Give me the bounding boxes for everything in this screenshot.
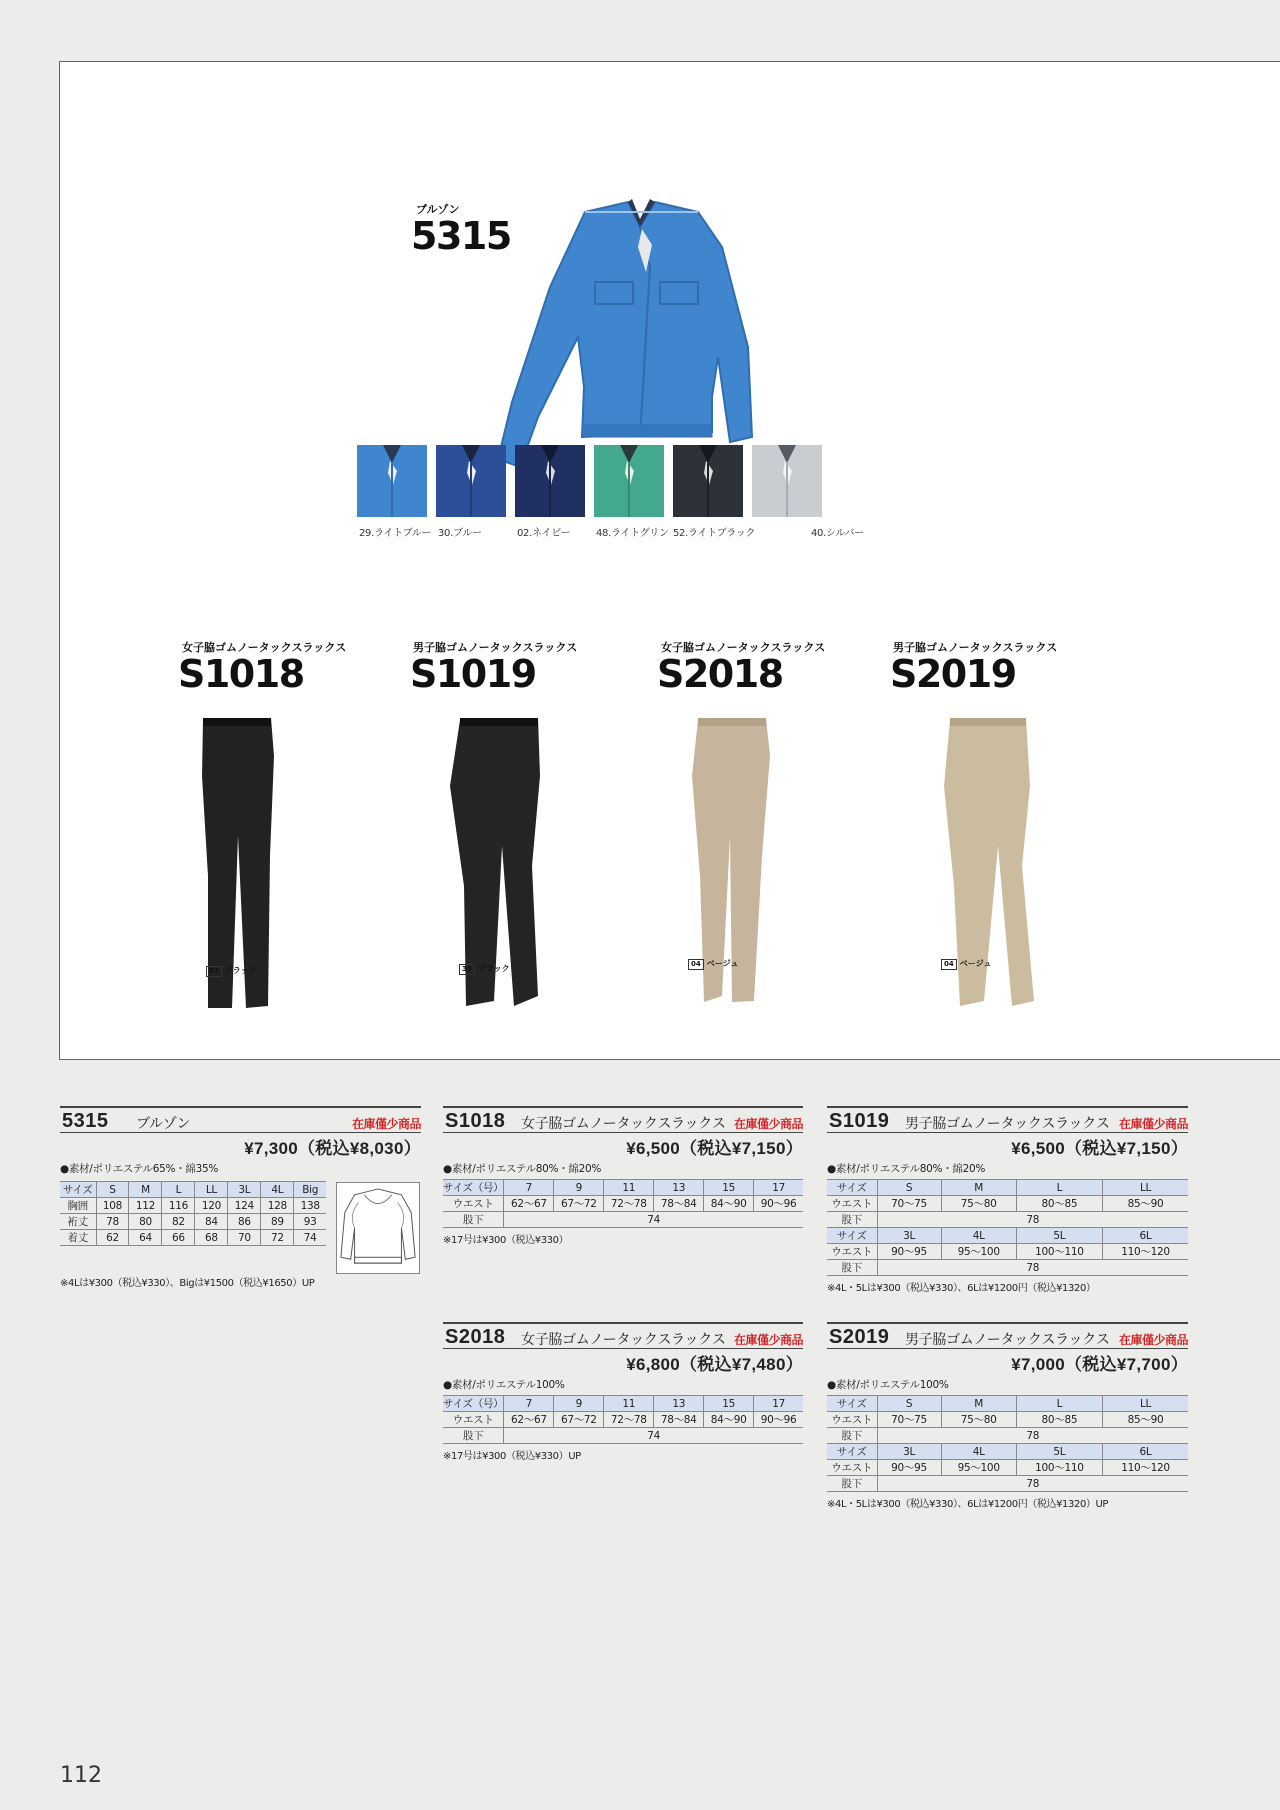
table-cell: 15 — [704, 1180, 754, 1196]
size-table — [443, 1179, 803, 1228]
table-cell: L — [162, 1182, 195, 1198]
table-cell: 股下 — [443, 1212, 504, 1228]
table-row — [827, 1180, 1188, 1196]
table-cell: 62〜67 — [504, 1196, 554, 1212]
pants-color-tag — [206, 965, 257, 977]
spec-note: ※17号は¥300（税込¥330） — [443, 1235, 569, 1246]
spec-header — [443, 1322, 803, 1349]
pants-code: S2018 — [657, 652, 783, 696]
spec-name: 男子脇ゴムノータックスラックス — [905, 1332, 1110, 1348]
table-cell: M — [941, 1396, 1016, 1412]
swatch-light-black-image — [673, 445, 743, 517]
spec-material: ●素材/ポリエステル100% — [443, 1379, 565, 1391]
table-cell: 15 — [704, 1396, 754, 1412]
table-cell: 70 — [228, 1230, 261, 1246]
table-cell: 股下 — [443, 1428, 504, 1444]
spec-header — [443, 1106, 803, 1133]
table-cell: 80〜85 — [1016, 1196, 1102, 1212]
swatch-navy-image — [515, 445, 585, 517]
table-cell: 100〜110 — [1016, 1244, 1102, 1260]
table-cell: 着丈 — [60, 1230, 96, 1246]
table-cell: 112 — [129, 1198, 162, 1214]
table-cell: 89 — [261, 1214, 294, 1230]
table-row — [443, 1428, 803, 1444]
spec-note: ※4Lは¥300（税込¥330）、Bigは¥1500（税込¥1650）UP — [60, 1278, 315, 1289]
table-cell: M — [941, 1180, 1016, 1196]
spec-price: ¥6,500（税込¥7,150） — [1011, 1139, 1188, 1158]
size-table — [827, 1179, 1188, 1276]
page-number: 112 — [60, 1763, 102, 1788]
spec-material: ●素材/ポリエステル80%・綿20% — [443, 1163, 602, 1175]
spec-s2018 — [443, 1322, 803, 1462]
table-row — [827, 1212, 1188, 1228]
table-cell: 78 — [877, 1428, 1188, 1444]
jacket-code: 5315 — [411, 214, 511, 258]
pants-color-tag — [688, 958, 738, 970]
stock-badge: 在庫僅少商品 — [733, 1117, 803, 1131]
table-cell: 93 — [294, 1214, 326, 1230]
color-code: 04 — [688, 959, 704, 970]
spec-note: ※4L・5Lは¥300（税込¥330）、6Lは¥1200円（税込¥1320） — [827, 1283, 1096, 1294]
table-cell: サイズ — [827, 1444, 877, 1460]
table-cell: 13 — [654, 1180, 704, 1196]
table-cell: 84〜90 — [704, 1196, 754, 1212]
table-cell: 95〜100 — [941, 1460, 1016, 1476]
table-cell: 72〜78 — [604, 1196, 654, 1212]
spec-price: ¥7,000（税込¥7,700） — [1011, 1355, 1188, 1374]
stock-badge: 在庫僅少商品 — [351, 1117, 421, 1131]
table-cell: 13 — [654, 1396, 704, 1412]
table-cell: 110〜120 — [1103, 1460, 1188, 1476]
table-cell: 3L — [877, 1444, 941, 1460]
table-cell: 裄丈 — [60, 1214, 96, 1230]
color-name: ブラック — [224, 966, 257, 975]
table-cell: 70〜75 — [877, 1412, 941, 1428]
table-cell: L — [1016, 1396, 1102, 1412]
table-cell: 11 — [604, 1396, 654, 1412]
table-row — [443, 1180, 803, 1196]
table-row — [443, 1212, 803, 1228]
table-row — [443, 1412, 803, 1428]
spec-note: ※17号は¥300（税込¥330）UP — [443, 1451, 581, 1462]
size-table — [827, 1395, 1188, 1492]
spec-material: ●素材/ポリエステル100% — [827, 1379, 949, 1391]
stock-badge: 在庫僅少商品 — [733, 1333, 803, 1347]
pants-code: S2019 — [890, 652, 1016, 696]
swatch-light-blue-image — [357, 445, 427, 517]
color-code: 33 — [459, 964, 475, 975]
color-name: ブラック — [477, 964, 510, 973]
table-cell: Big — [294, 1182, 326, 1198]
table-cell: 90〜96 — [754, 1196, 803, 1212]
table-cell: 80 — [129, 1214, 162, 1230]
table-row — [827, 1428, 1188, 1444]
table-row — [60, 1214, 326, 1230]
table-cell: 74 — [504, 1428, 803, 1444]
table-cell: 95〜100 — [941, 1244, 1016, 1260]
table-row — [827, 1396, 1188, 1412]
swatch-label: 30.ブルー — [438, 528, 482, 539]
table-row — [827, 1460, 1188, 1476]
swatch-label: 29.ライトブルー — [359, 528, 432, 539]
spec-s1018 — [443, 1106, 803, 1246]
table-cell: サイズ — [60, 1182, 96, 1198]
swatch-label: 48.ライトグリン — [596, 528, 669, 539]
table-cell: 78 — [877, 1212, 1188, 1228]
table-cell: 62 — [96, 1230, 129, 1246]
table-cell: 86 — [228, 1214, 261, 1230]
table-cell: 124 — [228, 1198, 261, 1214]
spec-header — [827, 1106, 1188, 1133]
table-cell: 67〜72 — [554, 1196, 604, 1212]
table-cell: 78 — [877, 1476, 1188, 1492]
swatch-label: 40.シルバー — [811, 528, 864, 539]
table-cell: 90〜95 — [877, 1244, 941, 1260]
table-cell: 72〜78 — [604, 1412, 654, 1428]
table-cell: 80〜85 — [1016, 1412, 1102, 1428]
spec-name: 女子脇ゴムノータックスラックス — [521, 1116, 726, 1132]
pants-code: S1018 — [178, 652, 304, 696]
jacket-category: ブルゾン — [416, 203, 460, 216]
table-row — [827, 1260, 1188, 1276]
spec-name: 女子脇ゴムノータックスラックス — [521, 1332, 726, 1348]
table-cell: 11 — [604, 1180, 654, 1196]
table-cell: 股下 — [827, 1476, 877, 1492]
table-row — [827, 1412, 1188, 1428]
table-row — [443, 1196, 803, 1212]
stock-badge: 在庫僅少商品 — [1118, 1333, 1188, 1347]
table-cell: 67〜72 — [554, 1412, 604, 1428]
table-cell: 108 — [96, 1198, 129, 1214]
swatch-light-green-image — [594, 445, 664, 517]
spec-code: S1019 — [829, 1110, 890, 1132]
table-cell: 90〜96 — [754, 1412, 803, 1428]
table-cell: 5L — [1016, 1228, 1102, 1244]
table-cell: 9 — [554, 1180, 604, 1196]
table-cell: ウエスト — [827, 1244, 877, 1260]
table-row — [60, 1230, 326, 1246]
spec-code: 5315 — [62, 1110, 109, 1132]
table-cell: 股下 — [827, 1428, 877, 1444]
size-table — [443, 1395, 803, 1444]
table-cell: サイズ（号） — [443, 1396, 504, 1412]
table-cell: サイズ — [827, 1228, 877, 1244]
table-cell: S — [877, 1396, 941, 1412]
spec-price: ¥6,500（税込¥7,150） — [626, 1139, 803, 1158]
table-cell: 82 — [162, 1214, 195, 1230]
pants-color-tag — [941, 958, 991, 970]
table-cell: 120 — [195, 1198, 228, 1214]
table-row — [60, 1198, 326, 1214]
spec-name: 男子脇ゴムノータックスラックス — [905, 1116, 1110, 1132]
table-cell: M — [129, 1182, 162, 1198]
table-cell: ウエスト — [827, 1196, 877, 1212]
table-cell: 胸囲 — [60, 1198, 96, 1214]
pants-category: 女子脇ゴムノータックスラックス — [661, 641, 826, 654]
table-cell: サイズ（号） — [443, 1180, 504, 1196]
table-cell: 128 — [261, 1198, 294, 1214]
table-cell: サイズ — [827, 1180, 877, 1196]
table-cell: 4L — [941, 1228, 1016, 1244]
table-cell: 4L — [941, 1444, 1016, 1460]
jacket-image — [490, 187, 770, 482]
table-row — [827, 1244, 1188, 1260]
table-cell: S — [96, 1182, 129, 1198]
table-cell: 9 — [554, 1396, 604, 1412]
table-cell: 90〜95 — [877, 1460, 941, 1476]
table-cell: 100〜110 — [1016, 1460, 1102, 1476]
spec-price: ¥6,800（税込¥7,480） — [626, 1355, 803, 1374]
size-table — [60, 1181, 326, 1246]
table-cell: 84 — [195, 1214, 228, 1230]
table-cell: 68 — [195, 1230, 228, 1246]
swatch-blue-image — [436, 445, 506, 517]
table-cell: 78〜84 — [654, 1412, 704, 1428]
table-cell: S — [877, 1180, 941, 1196]
color-name: ベージュ — [706, 959, 739, 968]
jacket-back-diagram — [336, 1182, 420, 1274]
table-cell: 64 — [129, 1230, 162, 1246]
spec-s2019 — [827, 1322, 1188, 1510]
stock-badge: 在庫僅少商品 — [1118, 1117, 1188, 1131]
table-cell: LL — [1103, 1180, 1188, 1196]
table-row — [60, 1182, 326, 1198]
spec-code: S1018 — [445, 1110, 506, 1132]
spec-material: ●素材/ポリエステル65%・綿35% — [60, 1163, 219, 1175]
color-code: 33 — [206, 966, 222, 977]
table-cell: 5L — [1016, 1444, 1102, 1460]
table-cell: 7 — [504, 1180, 554, 1196]
table-cell: 6L — [1103, 1444, 1188, 1460]
pants-category: 男子脇ゴムノータックスラックス — [893, 641, 1058, 654]
spec-note: ※4L・5Lは¥300（税込¥330）、6Lは¥1200円（税込¥1320）UP — [827, 1499, 1109, 1510]
table-cell: 7 — [504, 1396, 554, 1412]
table-cell: 85〜90 — [1103, 1196, 1188, 1212]
pants-code: S1019 — [410, 652, 536, 696]
pants-category: 女子脇ゴムノータックスラックス — [182, 641, 347, 654]
table-cell: ウエスト — [443, 1412, 504, 1428]
table-cell: 3L — [228, 1182, 261, 1198]
table-row — [827, 1444, 1188, 1460]
table-cell: 75〜80 — [941, 1196, 1016, 1212]
table-cell: 66 — [162, 1230, 195, 1246]
color-name: ベージュ — [959, 959, 992, 968]
table-cell: ウエスト — [443, 1196, 504, 1212]
table-cell: 72 — [261, 1230, 294, 1246]
spec-header — [827, 1322, 1188, 1349]
swatch-label: 52.ライトブラック — [673, 528, 756, 539]
table-row — [827, 1228, 1188, 1244]
table-cell: L — [1016, 1180, 1102, 1196]
table-cell: 3L — [877, 1228, 941, 1244]
table-cell: 6L — [1103, 1228, 1188, 1244]
color-code: 04 — [941, 959, 957, 970]
table-cell: 138 — [294, 1198, 326, 1214]
product-photo-panel — [59, 61, 1280, 1060]
spec-price: ¥7,300（税込¥8,030） — [244, 1139, 421, 1158]
table-cell: 4L — [261, 1182, 294, 1198]
swatch-silver-image — [752, 445, 822, 517]
spec-s1019 — [827, 1106, 1188, 1294]
table-cell: 70〜75 — [877, 1196, 941, 1212]
table-cell: 17 — [754, 1396, 803, 1412]
table-cell: 84〜90 — [704, 1412, 754, 1428]
table-cell: 78 — [96, 1214, 129, 1230]
table-cell: 116 — [162, 1198, 195, 1214]
spec-header — [60, 1106, 421, 1133]
jacket-swatch-row — [357, 445, 864, 545]
table-cell: 股下 — [827, 1260, 877, 1276]
table-cell: LL — [195, 1182, 228, 1198]
spec-name: ブルゾン — [136, 1116, 191, 1132]
table-cell: ウエスト — [827, 1460, 877, 1476]
table-row — [827, 1196, 1188, 1212]
spec-code: S2019 — [829, 1326, 890, 1348]
spec-material: ●素材/ポリエステル80%・綿20% — [827, 1163, 986, 1175]
swatch-label: 02.ネイビー — [517, 528, 571, 539]
table-cell: 74 — [504, 1212, 803, 1228]
table-cell: 110〜120 — [1103, 1244, 1188, 1260]
table-cell: 78〜84 — [654, 1196, 704, 1212]
table-cell: 17 — [754, 1180, 803, 1196]
table-row — [827, 1476, 1188, 1492]
table-cell: サイズ — [827, 1396, 877, 1412]
table-cell: LL — [1103, 1396, 1188, 1412]
table-row — [443, 1396, 803, 1412]
spec-code: S2018 — [445, 1326, 506, 1348]
table-cell: 75〜80 — [941, 1412, 1016, 1428]
pants-category: 男子脇ゴムノータックスラックス — [413, 641, 578, 654]
table-cell: 74 — [294, 1230, 326, 1246]
pants-color-tag — [459, 963, 510, 975]
pants-s2019-image — [918, 716, 1038, 1016]
table-cell: 62〜67 — [504, 1412, 554, 1428]
table-cell: ウエスト — [827, 1412, 877, 1428]
table-cell: 股下 — [827, 1212, 877, 1228]
table-cell: 85〜90 — [1103, 1412, 1188, 1428]
spec-5315 — [60, 1106, 421, 1289]
table-cell: 78 — [877, 1260, 1188, 1276]
